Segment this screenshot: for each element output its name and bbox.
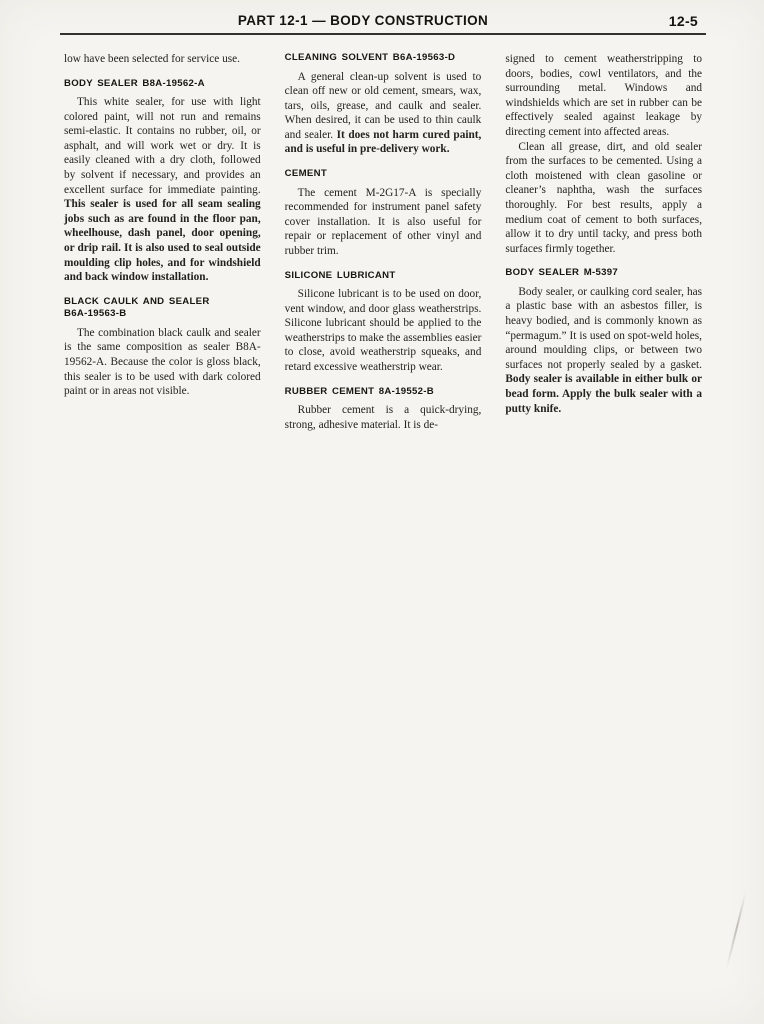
text-run: Clean all grease, dirt, and old sealer from the surfaces to be cemented. Using a cloth moistened with clean gasoline or cleaner’s naphtha, wash the surfaces thoroughly. For best results, apply a medium coat of cement to both surfaces, allow it to dry until tacky, and press both surfaces firmly together. [505,140,703,255]
section-heading-line: BODY SEALER B8A-19562-A [64,77,205,89]
bold-text-run: Body sealer is available in either bulk or bead form. Apply the bulk sealer with a putty knife. [505,373,703,415]
text-column-3 [505,52,702,432]
header-rule [60,33,706,35]
body-paragraph [505,140,702,257]
text-run: Body sealer, or caulking cord sealer, has a plastic base with an asbestos filler, is heavy bodied, and is commonly known as “permagum.” It is used on spot-weld holes, around moulding clips, or between two surfaces not properly sealed by a gasket. [505,285,703,371]
scan-artifact [726,893,747,969]
body-paragraph [285,70,482,158]
text-run: This white sealer, for use with light colored paint, will not run and remains semi-elastic. It contains no rubber, oil, or asphalt, and will work wet or dry. It is easily cleaned with a dry cloth, followed by solvent if necessary, and provides an excellent surface for immediate painting. [64,96,261,196]
page-title: PART 12-1 — BODY CONSTRUCTION [237,13,489,28]
body-paragraph [285,403,482,432]
section-heading [285,386,482,399]
text-column-2 [285,52,482,432]
text-run: low have been selected for service use. [64,53,240,65]
bold-text-run: This sealer is used for all seam sealing jobs such as are found in the floor pan, wheelhouse, dash panel, door opening, or drip rail. It is also used to seal outside moulding clip holes, and for windshield and back window installation. [64,198,261,284]
body-paragraph [505,52,702,140]
section-heading-line: CLEANING SOLVENT B6A-19563-D [284,52,456,63]
section-heading [285,270,482,283]
section-heading [285,168,482,181]
body-paragraph [285,186,482,259]
section-heading [64,78,261,91]
columns-container [64,52,702,432]
section-heading-line: RUBBER CEMENT 8A-19552-B [284,385,435,397]
section-heading-line: BLACK CAULK AND SEALER [64,295,210,307]
text-run: The cement M-2G17-A is specially recommended for instrument panel safety cover installation. It is also useful for repair or replacement of other vinyl and rubber trim. [284,186,482,257]
bold-text-run: It does not harm cured paint, and is useful in pre-delivery work. [284,128,482,156]
body-paragraph [64,95,261,285]
section-heading-line: BODY SEALER M-5397 [505,267,619,279]
text-run: A general clean-up solvent is used to clean off new or old cement, smears, wax, tars, oils, grease, and caulk and sealer. When desired, it can be used to thin caulk and sealer. [284,70,482,141]
section-heading-line: B6A-19563-B [64,308,127,320]
section-heading [285,52,482,65]
body-paragraph [64,326,261,399]
body-paragraph [505,285,702,416]
section-heading-line: CEMENT [284,168,327,180]
body-paragraph [64,52,261,67]
section-heading [64,296,261,321]
section-heading [505,267,702,280]
page-number: 12-5 [668,13,698,29]
body-paragraph [285,287,482,375]
section-heading-line: SILICONE LUBRICANT [284,269,396,281]
text-run: signed to cement weatherstripping to doors, bodies, cowl ventilators, and the surrounding metal. Windows and windshields which are set in rubber can be effectively sealed against leakage by directing cement into affected areas. [505,53,703,138]
text-run: Silicone lubricant is to be used on door, vent window, and door glass weatherstrips. Silicone lubricant should be applied to the weatherstrips to make the assemblies easier to close, avoid weatherstrip squeaks, and retard excessive weatherstrip wear. [284,288,482,373]
page-header [60,13,706,33]
text-run: Rubber cement is a quick-drying, strong, adhesive material. It is de- [284,404,482,431]
text-run: The combination black caulk and sealer is the same composition as sealer B8A-19562-A. Because the color is gloss black, this sealer is to be used with dark colored paint or in areas not visible. [64,326,261,398]
text-column-1 [64,52,261,432]
